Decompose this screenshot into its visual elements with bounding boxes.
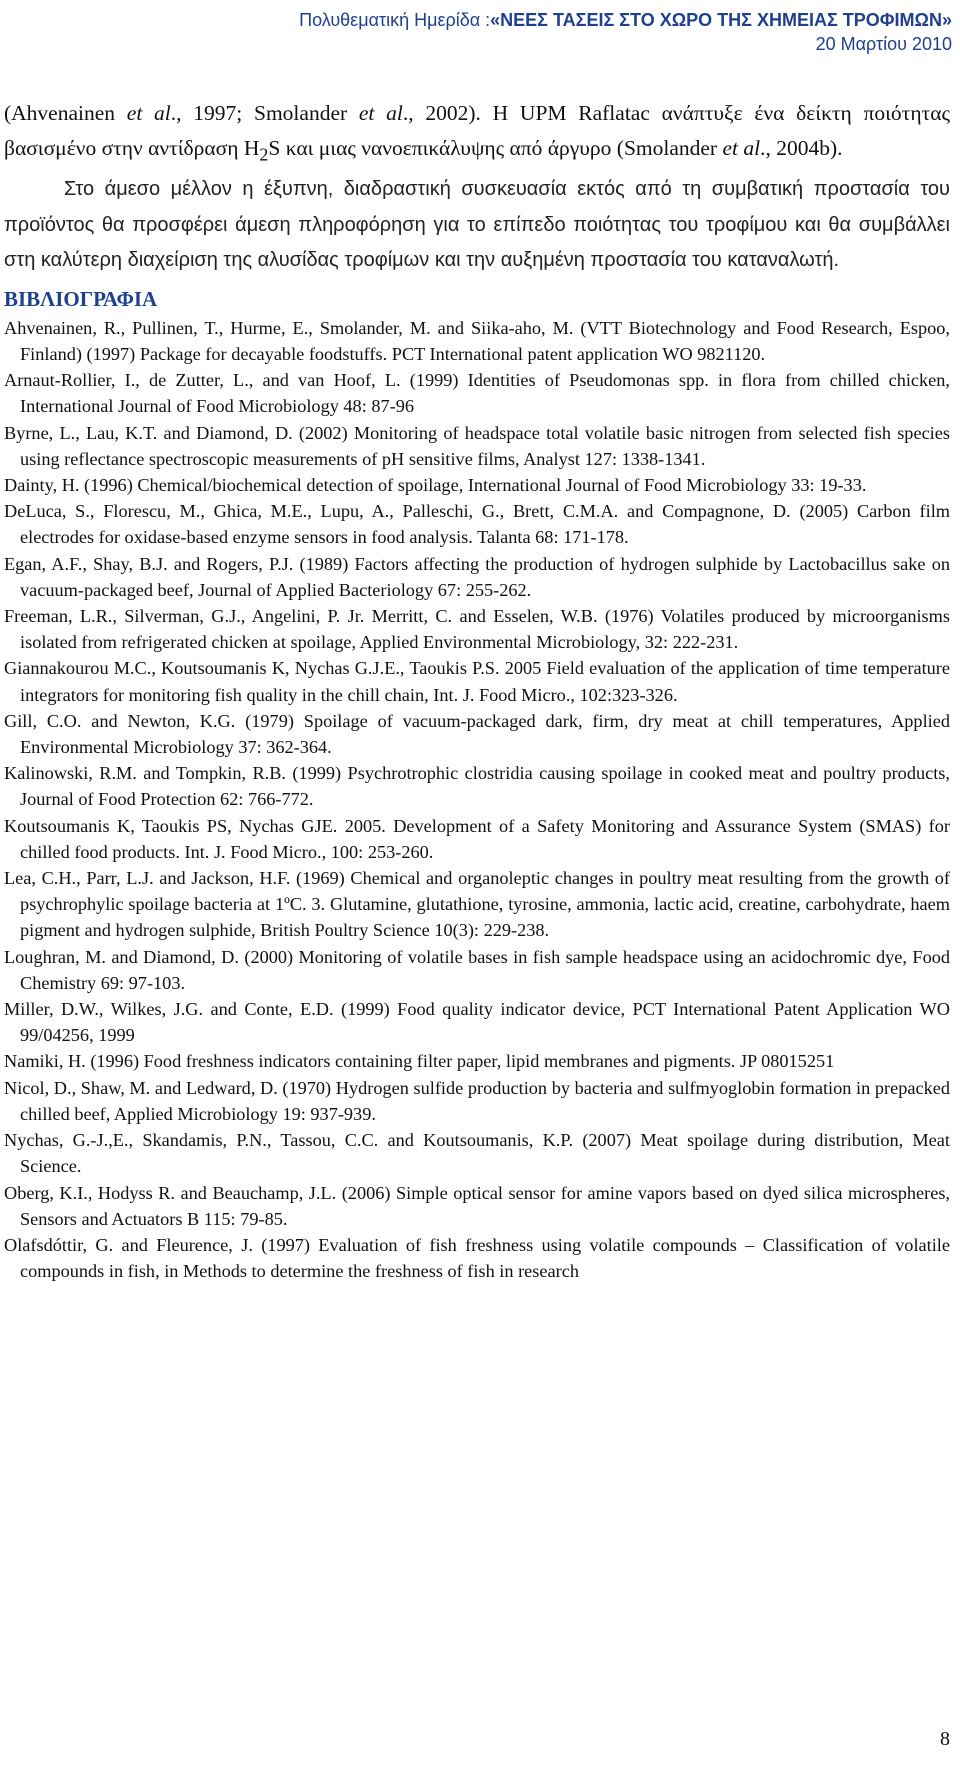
reference-item: Koutsoumanis K, Taoukis PS, Nychas GJE. 2005. Development of a Safety Monitoring and Assurance System (SMAS) for chilled food products. Int. J. Food Micro., 100: 253-260. bbox=[4, 815, 950, 862]
reference-item: Byrne, L., Lau, K.T. and Diamond, D. (2002) Monitoring of headspace total volatile basic nitrogen from selected fish species using reflectance spectroscopic measurements of pH sensitive films, Analyst 127: 1338-1341. bbox=[4, 422, 950, 469]
reference-item: Dainty, H. (1996) Chemical/biochemical detection of spoilage, International Journal of Food Microbiology 33: 19-33. bbox=[4, 475, 867, 496]
header-prefix: Πολυθεματική Ημερίδα : bbox=[299, 10, 491, 30]
intro-paragraph-2: Στο άμεσο μέλλον η έξυπνη, διαδραστική συσκευασία εκτός από τη συμβατική προστασία του προϊόντος θα προσφέρει άμεση πληροφόρηση για το επίπεδο ποιότητας του τροφίμου και θα συμβάλλει στη καλύτερη διαχείριση της αλυσίδας τροφίμων και την αυξημένη προστασία του καταναλωτή. bbox=[4, 178, 950, 272]
reference-item: Olafsdóttir, G. and Fleurence, J. (1997) Evaluation of fish freshness using volatile compounds – Classification of volatile compounds in fish, in Methods to determine the freshness of fish in research bbox=[4, 1234, 950, 1282]
reference-item: Nicol, D., Shaw, M. and Ledward, D. (1970) Hydrogen sulfide production by bacteria and sulfmyoglobin formation in prepacked chilled beef, Applied Microbiology 19: 937-939. bbox=[4, 1077, 950, 1124]
reference-item: Kalinowski, R.M. and Tompkin, R.B. (1999) Psychrotrophic clostridia causing spoilage in cooked meat and poultry products, Journal of Food Protection 62: 766-772. bbox=[4, 763, 950, 810]
running-header bbox=[299, 8, 952, 56]
intro-paragraph-1: (Ahvenainen et al., 1997; Smolander et al., 2002). Η UPM Raflatac ανάπτυξε ένα δείκτη ποιότητας βασισμένο στην αντίδραση $H_2S$ και μιας νανοεπικάλυψης από άργυρο (Smolander et al., 2004b). bbox=[4, 101, 950, 165]
reference-item: Miller, D.W., Wilkes, J.G. and Conte, E.D. (1999) Food quality indicator device, PCT International Patent Application WO 99/04256, 1999 bbox=[4, 999, 950, 1046]
document-body bbox=[4, 96, 950, 1284]
reference-item: Ahvenainen, R., Pullinen, T., Hurme, E., Smolander, M. and Siika-aho, M. (VTT Biotechnology and Food Research, Espoo, Finland) (1997) Package for decayable foodstuffs. PCT International patent application WO 9821120. bbox=[4, 317, 950, 364]
reference-item: Oberg, K.I., Hodyss R. and Beauchamp, J.L. (2006) Simple optical sensor for amine vapors based on dyed silica microspheres, Sensors and Actuators B 115: 79-85. bbox=[4, 1182, 950, 1229]
reference-item: Freeman, L.R., Silverman, G.J., Angelini, P. Jr. Merritt, C. and Esselen, W.B. (1976) Volatiles produced by microorganisms isolated from refrigerated chicken at spoilage, Applied Environmental Microbiology, 32: 222-231. bbox=[4, 606, 950, 653]
header-title: «ΝΕΕΣ ΤΑΣΕΙΣ ΣΤΟ ΧΩΡΟ ΤΗΣ ΧΗΜΕΙΑΣ ΤΡΟΦΙΜΩΝ» bbox=[490, 10, 952, 30]
reference-item: Egan, A.F., Shay, B.J. and Rogers, P.J. (1989) Factors affecting the production of hydrogen sulphide by Lactobacillus sake on vacuum-packaged beef, Journal of Applied Bacteriology 67: 255-262. bbox=[4, 553, 950, 600]
header-line-1 bbox=[299, 8, 952, 32]
reference-item: Arnaut-Rollier, I., de Zutter, L., and van Hoof, L. (1999) Identities of Pseudomonas spp. in flora from chilled chicken, International Journal of Food Microbiology 48: 87-96 bbox=[4, 370, 950, 417]
reference-item: Nychas, G.-J.,E., Skandamis, P.N., Tassou, C.C. and Koutsoumanis, K.P. (2007) Meat spoilage during distribution, Meat Science. bbox=[4, 1130, 950, 1177]
reference-item: Namiki, H. (1996) Food freshness indicators containing filter paper, lipid membranes and pigments. JP 08015251 bbox=[4, 1051, 835, 1072]
reference-item: Lea, C.H., Parr, L.J. and Jackson, H.F. (1969) Chemical and organoleptic changes in poultry meat resulting from the growth of psychrophylic spoilage bacteria at 1ºC. 3. Glutamine, glutathione, tyrosine, ammonia, lactic acid, creatine, carbohydrate, haem pigment and hydrogen sulphide, British Poultry Science 10(3): 229-238. bbox=[4, 868, 950, 941]
page-number: 8 bbox=[940, 1728, 950, 1750]
reference-item: DeLuca, S., Florescu, M., Ghica, M.E., Lupu, A., Palleschi, G., Brett, C.M.A. and Compagnone, D. (2005) Carbon film electrodes for oxidase-based enzyme sensors in food analysis. Talanta 68: 171-178. bbox=[4, 501, 950, 548]
references-list bbox=[4, 315, 950, 1285]
reference-item: Loughran, M. and Diamond, D. (2000) Monitoring of volatile bases in fish sample headspace using an acidochromic dye, Food Chemistry 69: 97-103. bbox=[4, 946, 950, 993]
reference-item: Giannakourou M.C., Koutsoumanis K, Nychas G.J.E., Taoukis P.S. 2005 Field evaluation of the application of time temperature integrators for monitoring fish quality in the chill chain, Int. J. Food Micro., 102:323-326. bbox=[4, 658, 950, 705]
references-heading: ΒΙΒΛΙΟΓΡΑΦΙΑ bbox=[4, 286, 158, 311]
header-date: 20 Μαρτίου 2010 bbox=[815, 34, 952, 54]
reference-item: Gill, C.O. and Newton, K.G. (1979) Spoilage of vacuum-packaged dark, firm, dry meat at chill temperatures, Applied Environmental Microbiology 37: 362-364. bbox=[4, 710, 950, 758]
